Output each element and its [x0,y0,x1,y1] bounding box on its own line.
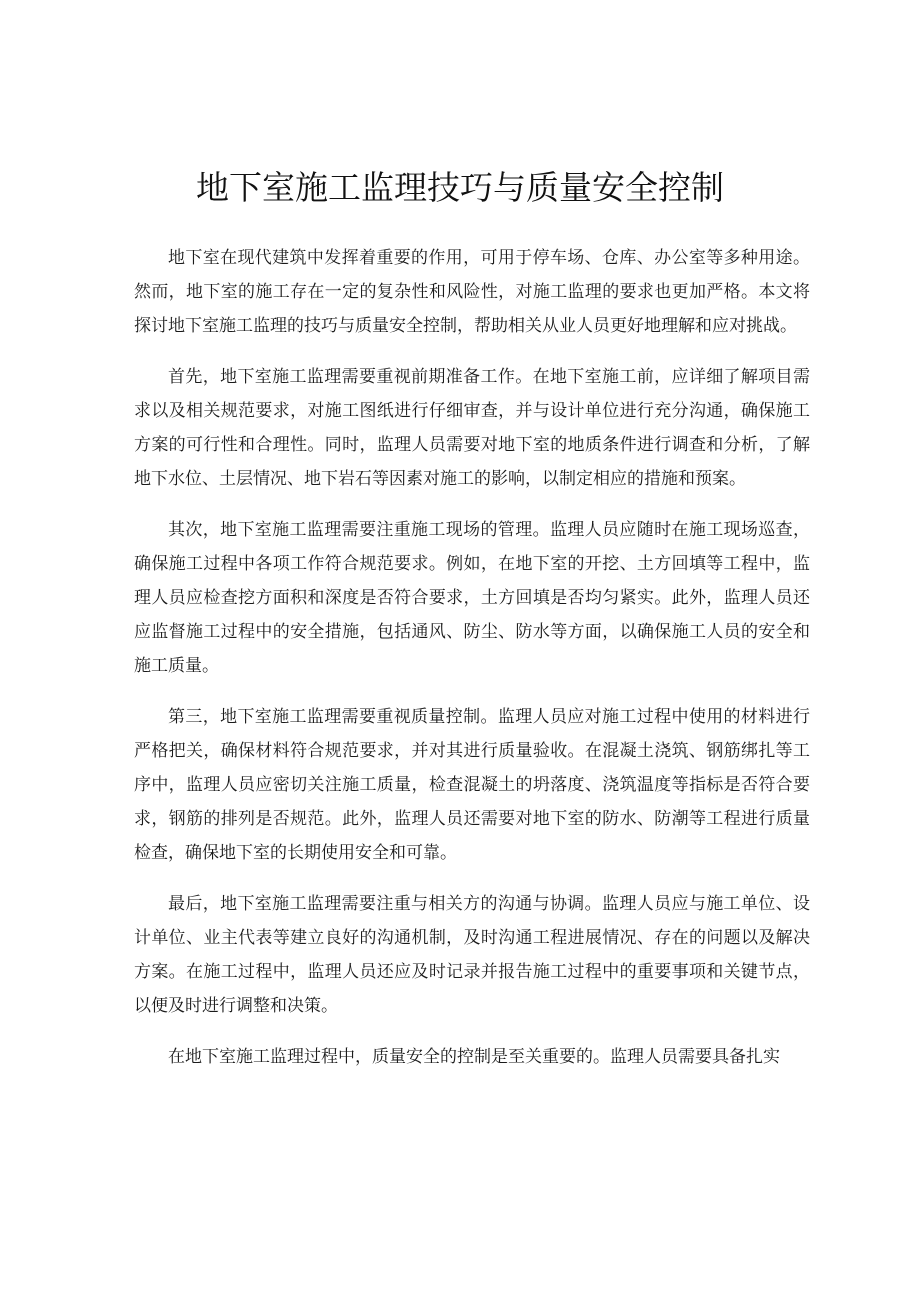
paragraph-intro: 地下室在现代建筑中发挥着重要的作用，可用于停车场、仓库、办公室等多种用途。然而，地下室的施工存在一定的复杂性和风险性，对施工监理的要求也更加严格。本文将探讨地下室施工监理的技巧与质量安全控制，帮助相关从业人员更好地理解和应对挑战。 [134,248,810,336]
document-body [134,241,810,1091]
document-title: 地下室施工监理技巧与质量安全控制 [196,168,724,207]
paragraph-safety: 在地下室施工监理过程中，质量安全的控制是至关重要的。监理人员需要具备扎实 [168,1047,780,1067]
paragraph-preparation: 首先，地下室施工监理需要重视前期准备工作。在地下室施工前，应详细了解项目需求以及相关规范要求，对施工图纸进行仔细审查，并与设计单位进行充分沟通，确保施工方案的可行性和合理性。同时，监理人员需要对地下室的地质条件进行调查和分析，了解地下水位、土层情况、地下岩石等因素对施工的影响，以制定相应的措施和预案。 [134,367,810,489]
paragraph-quality-control: 第三，地下室施工监理需要重视质量控制。监理人员应对施工过程中使用的材料进行严格把关，确保材料符合规范要求，并对其进行质量验收。在混凝土浇筑、钢筋绑扎等工序中，监理人员应密切关注施工质量，检查混凝土的坍落度、浇筑温度等指标是否符合要求，钢筋的排列是否规范。此外，监理人员还需要对地下室的防水、防潮等工程进行质量检查，确保地下室的长期使用安全和可靠。 [134,707,810,863]
paragraph-communication: 最后，地下室施工监理需要注重与相关方的沟通与协调。监理人员应与施工单位、设计单位、业主代表等建立良好的沟通机制，及时沟通工程进展情况、存在的问题以及解决方案。在施工过程中，监理人员还应及时记录并报告施工过程中的重要事项和关键节点，以便及时进行调整和决策。 [134,894,810,1016]
paragraph-site-management: 其次，地下室施工监理需要注重施工现场的管理。监理人员应随时在施工现场巡查，确保施工过程中各项工作符合规范要求。例如，在地下室的开挖、土方回填等工程中，监理人员应检查挖方面积和深度是否符合要求，土方回填是否均匀紧实。此外，监理人员还应监督施工过程中的安全措施，包括通风、防尘、防水等方面，以确保施工人员的安全和施工质量。 [134,520,810,676]
